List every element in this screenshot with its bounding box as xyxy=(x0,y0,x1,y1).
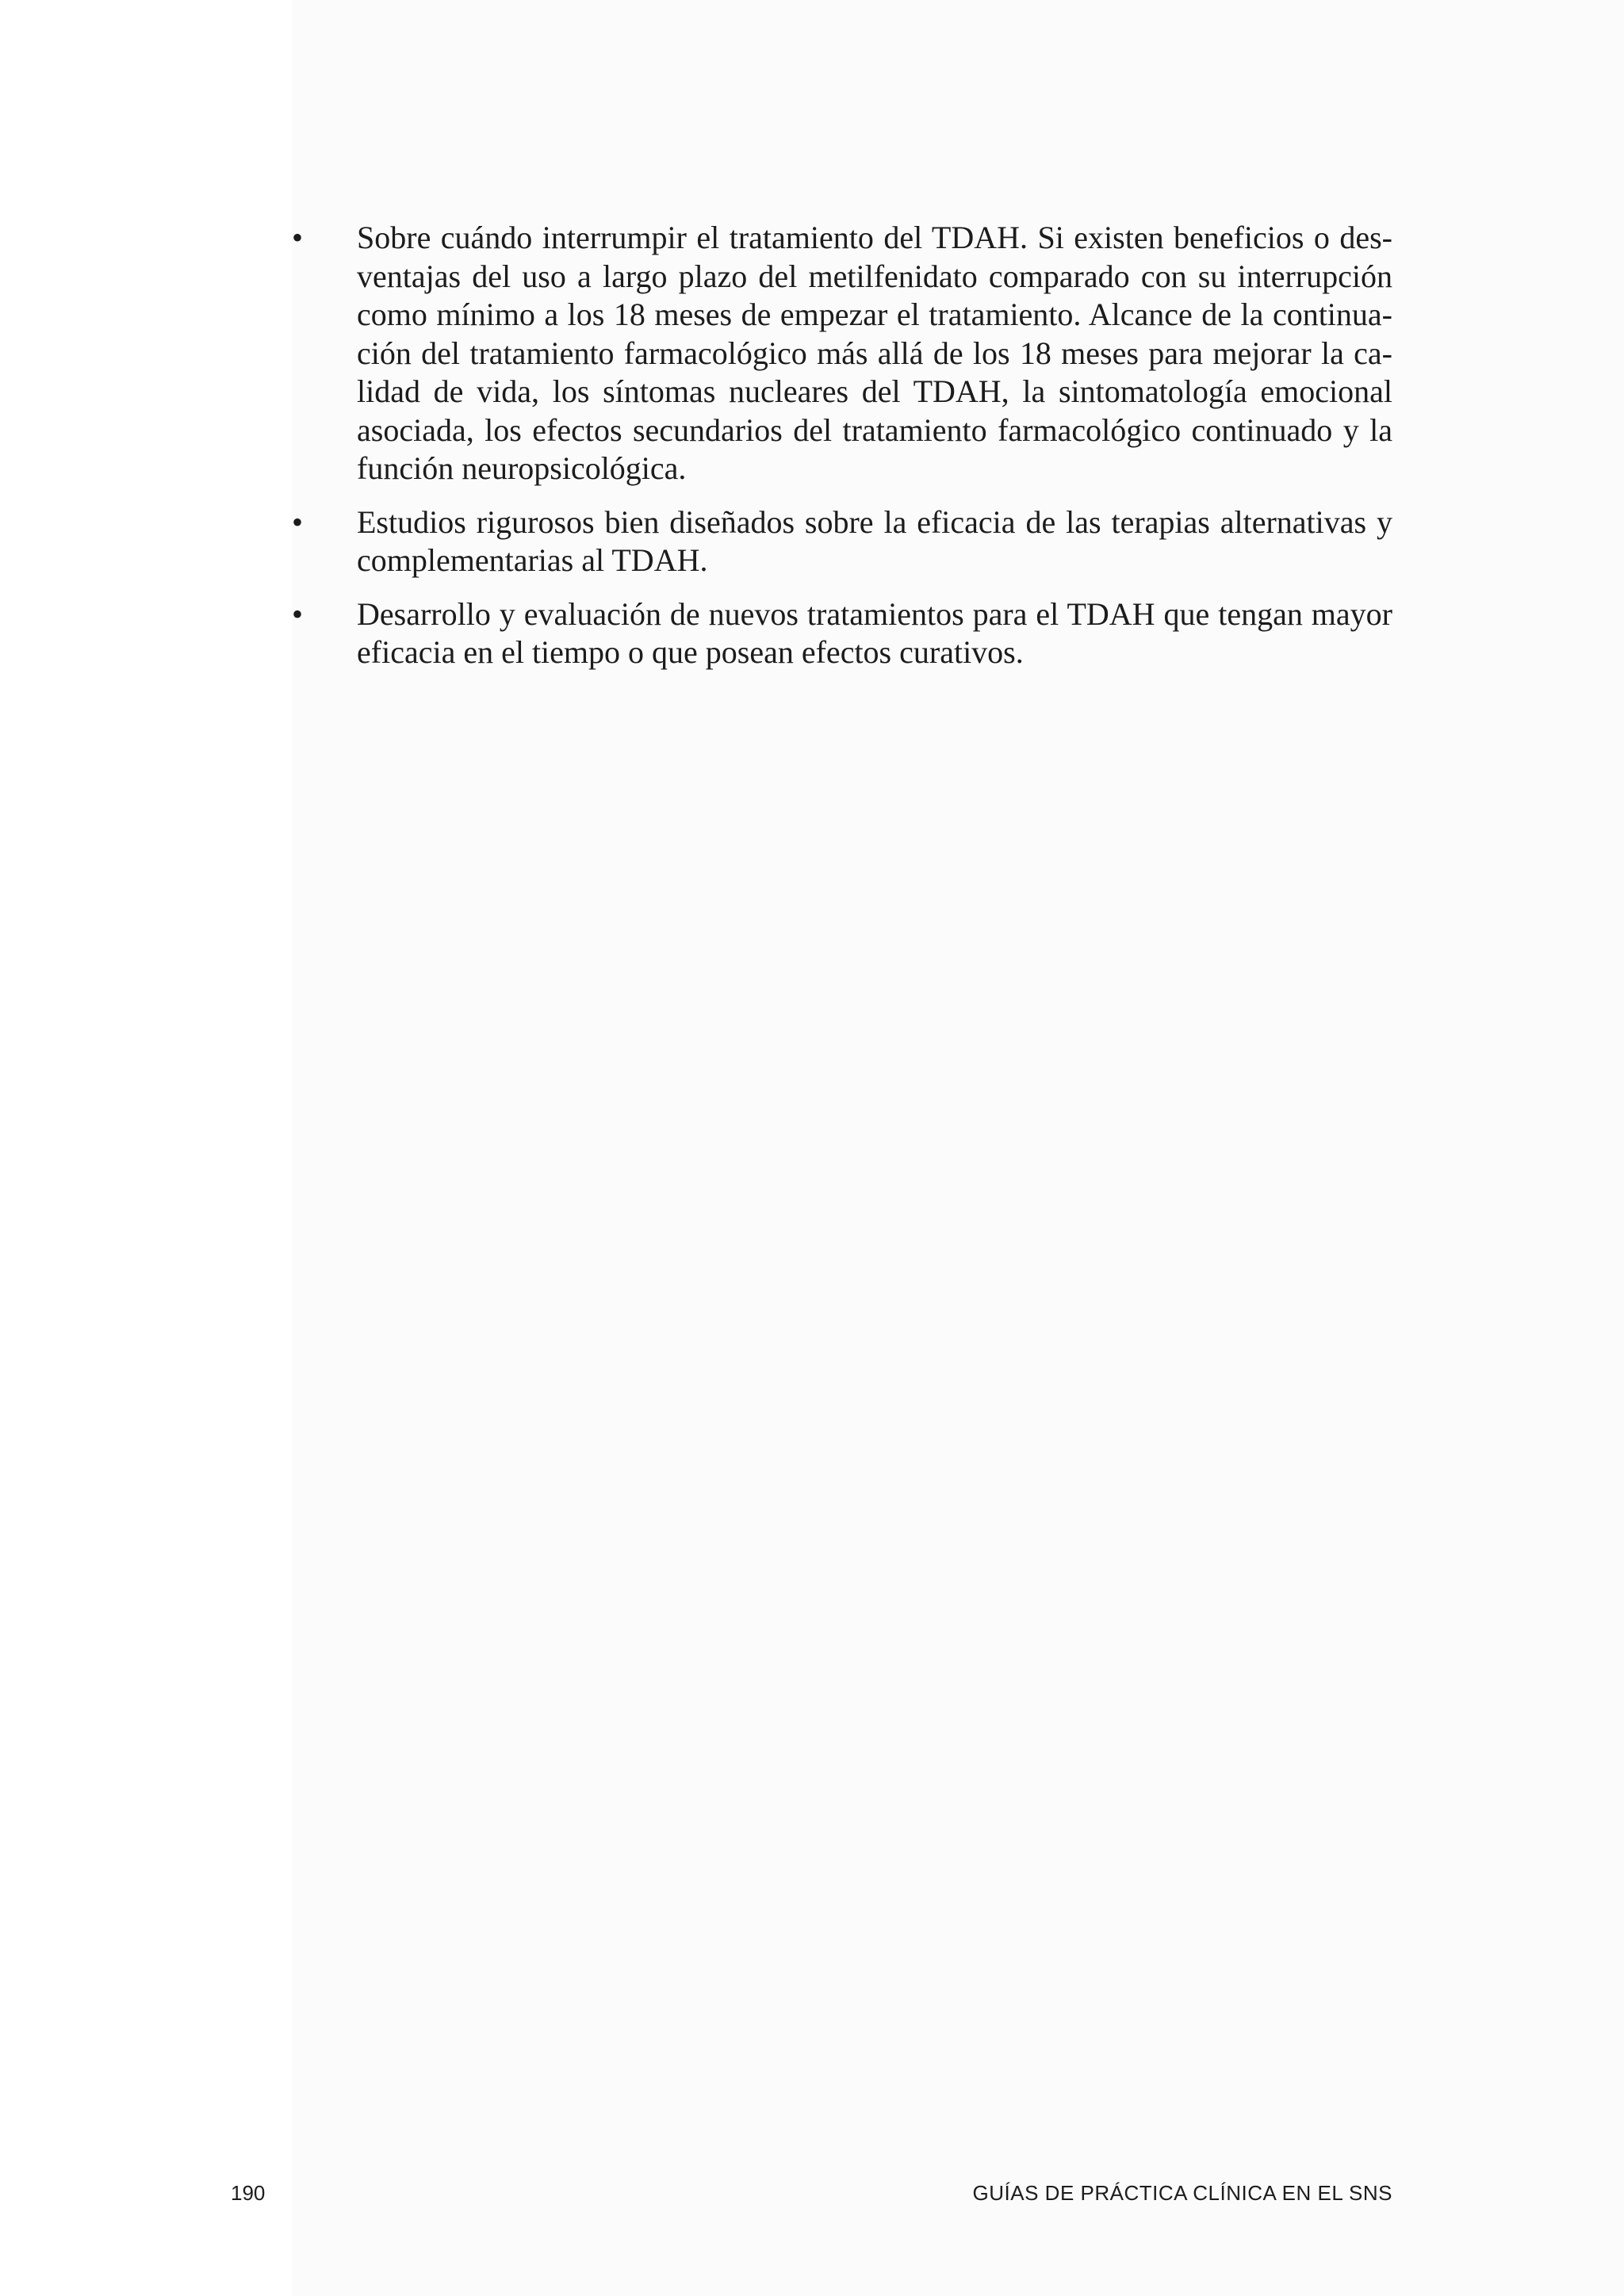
bullet-text: Sobre cuándo interrumpir el tratamiento del TDAH. Si existen beneficios o desventajas del uso a largo plazo del metilfenidato comparado con su interrupción como mínimo a los 18 meses de empezar el tratamiento. Alcance de la continuación del tratamiento farmacológico más allá de los 18 meses para mejorar la calidad de vida, los síntomas nucleares del TDAH, la sintomatología emocional asociada, los efectos secundarios del tratamiento farmacológico continuado y la función neuropsicológica. xyxy=(357,220,1392,486)
bullet-item-alternative-therapies xyxy=(292,503,1392,580)
bullet-icon: • xyxy=(292,220,304,255)
bullet-item-new-treatments xyxy=(292,595,1392,672)
bullet-text: Desarrollo y evaluación de nuevos tratamientos para el TDAH que tengan mayor eficacia en el tiempo o que posean efectos curativos. xyxy=(357,595,1392,670)
publication-title: GUÍAS DE PRÁCTICA CLÍNICA EN EL SNS xyxy=(972,2181,1392,2205)
bullet-text: Estudios rigurosos bien diseñados sobre la eficacia de las terapias alternativas y complementarias al TDAH. xyxy=(357,503,1392,578)
bullet-icon: • xyxy=(292,595,304,632)
bullet-item-interruption xyxy=(292,219,1392,488)
bullet-list xyxy=(292,219,1392,672)
bullet-icon: • xyxy=(292,503,304,540)
page-content xyxy=(292,219,1392,687)
page-number: 190 xyxy=(231,2181,266,2205)
